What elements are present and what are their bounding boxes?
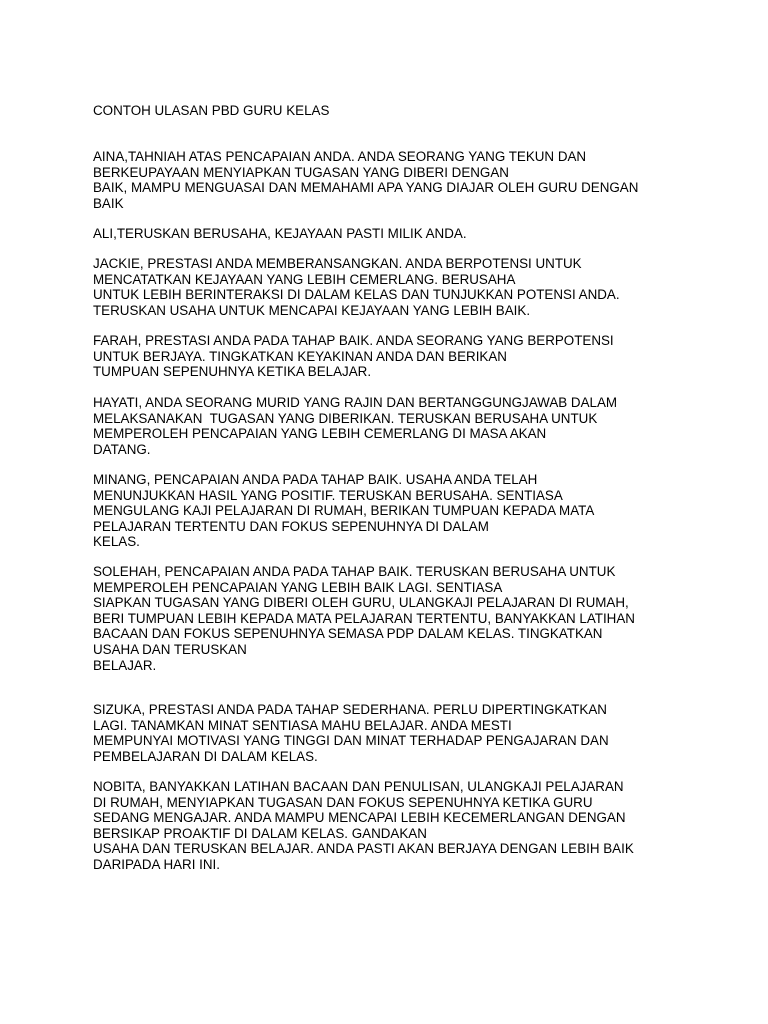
- comment-nobita: NOBITA, BANYAKKAN LATIHAN BACAAN DAN PENULISAN, ULANGKAJI PELAJARAN DI RUMAH, MENYIAPKAN TUGASAN DAN FOKUS SEPENUHNYA KETIKA GURU SEDANG MENGAJAR. ANDA MAMPU MENCAPAI LEBIH KECEMERLANGAN DENGAN BERSIKAP PROAKTIF DI DALAM KELAS. GANDAKAN USAHA DAN TERUSKAN BELAJAR. ANDA PASTI AKAN BERJAYA DENGAN LEBIH BAIK DARIPADA HARI INI.: [93, 779, 634, 872]
- comment-sizuka: SIZUKA, PRESTASI ANDA PADA TAHAP SEDERHANA. PERLU DIPERTINGKATKAN LAGI. TANAMKAN MINAT SENTIASA MAHU BELAJAR. ANDA MESTI MEMPUNYAI MOTIVASI YANG TINGGI DAN MINAT TERHADAP PENGAJARAN DAN PEMBELAJARAN DI DALAM KELAS.: [93, 702, 609, 764]
- comment-ali: ALI,TERUSKAN BERUSAHA, KEJAYAAN PASTI MILIK ANDA.: [93, 226, 467, 241]
- comment-farah: FARAH, PRESTASI ANDA PADA TAHAP BAIK. ANDA SEORANG YANG BERPOTENSI UNTUK BERJAYA. TINGKATKAN KEYAKINAN ANDA DAN BERIKAN TUMPUAN SEPENUHNYA KETIKA BELAJAR.: [93, 333, 614, 380]
- comment-hayati: HAYATI, ANDA SEORANG MURID YANG RAJIN DAN BERTANGGUNGJAWAB DALAM MELAKSANAKAN TUGASAN YANG DIBERIKAN. TERUSKAN BERUSAHA UNTUK MEMPEROLEH PENCAPAIAN YANG LEBIH CEMERLANG DI MASA AKAN DATANG.: [93, 395, 618, 457]
- comment-solehah: SOLEHAH, PENCAPAIAN ANDA PADA TAHAP BAIK. TERUSKAN BERUSAHA UNTUK MEMPEROLEH PENCAPAIAN YANG LEBIH BAIK LAGI. SENTIASA SIAPKAN TUGASAN YANG DIBERI OLEH GURU, ULANGKAJI PELAJARAN DI RUMAH, BERI TUMPUAN LEBIH KEPADA MATA PELAJARAN TERTENTU, BANYAKKAN LATIHAN BACAAN DAN FOKUS SEPENUHNYA SEMASA PDP DALAM KELAS. TINGKATKAN USAHA DAN TERUSKAN BELAJAR.: [93, 564, 635, 673]
- comment-aina: AINA,TAHNIAH ATAS PENCAPAIAN ANDA. ANDA SEORANG YANG TEKUN DAN BERKEUPAYAAN MENYIAPKAN TUGASAN YANG DIBERI DENGAN BAIK, MAMPU MENGUASAI DAN MEMAHAMI APA YANG DIAJAR OLEH GURU DENGAN BAIK: [93, 149, 639, 211]
- comment-jackie: JACKIE, PRESTASI ANDA MEMBERANSANGKAN. ANDA BERPOTENSI UNTUK MENCATATKAN KEJAYAAN YANG LEBIH CEMERLANG. BERUSAHA UNTUK LEBIH BERINTERAKSI DI DALAM KELAS DAN TUNJUKKAN POTENSI ANDA. TERUSKAN USAHA UNTUK MENCAPAI KEJAYAAN YANG LEBIH BAIK.: [93, 256, 620, 318]
- document-title: CONTOH ULASAN PBD GURU KELAS: [93, 103, 330, 118]
- comment-minang: MINANG, PENCAPAIAN ANDA PADA TAHAP BAIK. USAHA ANDA TELAH MENUNJUKKAN HASIL YANG POSITIF. TERUSKAN BERUSAHA. SENTIASA MENGULANG KAJI PELAJARAN DI RUMAH, BERIKAN TUMPUAN KEPADA MATA PELAJARAN TERTENTU DAN FOKUS SEPENUHNYA DI DALAM KELAS.: [93, 472, 595, 550]
